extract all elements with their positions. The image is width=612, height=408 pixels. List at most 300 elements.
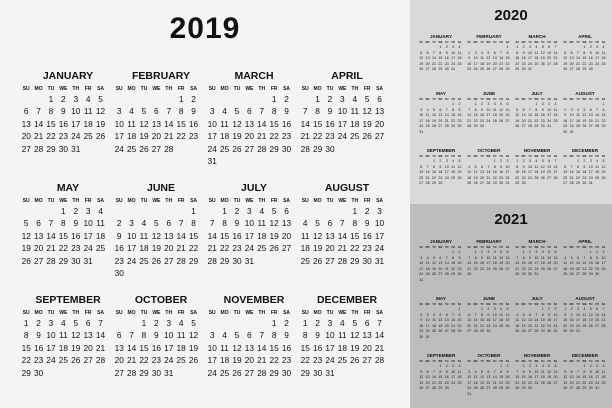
day-cell: 27 [425, 67, 430, 72]
day-cell: 8 [564, 312, 567, 317]
month-name: JUNE [482, 296, 496, 301]
day-cell: 28 [575, 67, 580, 72]
day-cell: 23 [527, 380, 532, 385]
weekday-label: TH [541, 303, 545, 306]
day-cell: 22 [582, 61, 587, 66]
day-cell: 18 [473, 380, 478, 385]
day-cell: 12 [188, 330, 199, 341]
day-cell: 7 [129, 330, 134, 341]
day-cell: 14 [473, 318, 478, 323]
day-grid [113, 318, 211, 380]
empty-day-cell [32, 94, 44, 106]
day-cell: 17 [595, 56, 600, 61]
day-grid [299, 206, 397, 268]
day-cell: 13 [563, 170, 568, 175]
day-grid [466, 250, 512, 278]
weekday-header [299, 196, 397, 206]
day-cell: 27 [164, 255, 174, 266]
empty-day-cell [113, 94, 125, 106]
weekday-label: TH [589, 360, 593, 363]
day-cell: 21 [95, 342, 106, 353]
weekday-label: WE [438, 155, 443, 158]
day-cell: 16 [438, 170, 443, 175]
day-cell: 26 [505, 323, 510, 328]
day-cell: 6 [596, 307, 599, 311]
day-cell: 29 [438, 386, 443, 391]
day-cell: 9 [364, 218, 370, 229]
weekday-label: FR [363, 198, 371, 204]
day-cell: 6 [445, 312, 448, 317]
day-cell: 24 [451, 380, 456, 385]
day-cell: 23 [444, 380, 449, 385]
day-cell: 2 [154, 318, 159, 328]
day-cell: 10 [588, 164, 593, 169]
weekday-label: SA [505, 360, 510, 363]
day-cell: 3 [426, 312, 429, 317]
day-cell: 2 [528, 364, 531, 368]
day-cell: 9 [589, 50, 592, 55]
weekday-label: MO [569, 303, 574, 306]
day-cell: 22 [540, 323, 545, 328]
day-cell: 25 [473, 386, 478, 391]
weekday-label: TH [541, 360, 545, 363]
weekday-label: SU [419, 155, 423, 158]
day-cell: 13 [244, 118, 254, 129]
day-cell: 1 [439, 364, 442, 368]
day-cell: 14 [575, 375, 580, 380]
day-cell: 26 [419, 67, 424, 72]
weekday-label: TU [528, 98, 532, 101]
day-cell: 4 [564, 255, 567, 260]
day-cell: 14 [176, 230, 186, 241]
day-cell: 4 [474, 369, 477, 374]
day-cell: 28 [492, 386, 497, 391]
day-cell: 4 [141, 218, 147, 229]
day-cell: 24 [588, 175, 593, 180]
day-cell: 20 [33, 243, 44, 254]
day-cell: 26 [521, 329, 526, 334]
month-name: MAY [436, 91, 446, 96]
day-cell: 7 [259, 330, 265, 341]
day-cell: 14 [337, 230, 347, 241]
day-cell: 12 [499, 107, 504, 112]
day-cell: 12 [350, 330, 360, 341]
day-cell: 17 [547, 113, 552, 118]
day-cell: 5 [234, 330, 240, 341]
day-cell: 1 [48, 94, 54, 104]
weekday-label: TU [576, 41, 580, 44]
day-cell: 20 [467, 323, 472, 328]
day-cell: 15 [515, 56, 520, 61]
day-cell: 30 [33, 367, 44, 378]
month-name: APRIL [578, 239, 592, 244]
day-cell: 17 [114, 131, 124, 142]
day-cell: 24 [374, 243, 385, 254]
day-cell: 28 [553, 61, 558, 66]
day-cell: 9 [439, 164, 442, 169]
day-cell: 9 [154, 330, 159, 341]
weekday-label: SU [419, 41, 423, 44]
day-cell: 25 [540, 380, 545, 385]
day-cell: 26 [71, 355, 81, 366]
empty-day-cell [138, 206, 150, 218]
day-cell: 3 [528, 45, 531, 49]
day-cell: 19 [588, 318, 593, 323]
day-cell: 9 [564, 113, 567, 118]
month-may-2020 [418, 90, 464, 136]
day-cell: 25 [540, 266, 545, 271]
day-cell: 6 [548, 159, 551, 163]
day-cell: 8 [500, 369, 503, 374]
weekday-label: TH [493, 360, 497, 363]
day-cell: 20 [425, 380, 430, 385]
day-cell: 8 [506, 50, 509, 55]
day-cell: 18 [219, 131, 230, 142]
day-cell: 1 [141, 318, 147, 328]
weekday-label: SU [301, 198, 309, 204]
day-grid [514, 159, 560, 187]
day-cell: 26 [431, 272, 436, 277]
day-cell: 22 [499, 380, 504, 385]
weekday-label: SU [563, 98, 567, 101]
day-cell: 15 [473, 113, 478, 118]
weekday-label: TH [165, 86, 173, 92]
day-cell: 20 [569, 61, 574, 66]
day-cell: 24 [71, 131, 81, 142]
day-cell: 21 [582, 266, 587, 271]
day-cell: 8 [535, 107, 538, 112]
weekday-label: SA [283, 86, 291, 92]
day-cell: 17 [451, 375, 456, 380]
day-cell: 11 [425, 113, 430, 118]
day-cell: 20 [244, 355, 254, 366]
day-cell: 19 [71, 342, 81, 353]
day-cell: 14 [257, 118, 267, 129]
day-cell: 16 [71, 230, 81, 241]
day-cell: 22 [350, 243, 360, 254]
day-cell: 30 [419, 334, 424, 339]
day-cell: 7 [209, 218, 215, 229]
day-cell: 14 [499, 56, 504, 61]
day-cell: 9 [541, 107, 544, 112]
day-cell: 22 [515, 175, 520, 180]
day-cell: 7 [596, 107, 599, 112]
day-cell: 17 [126, 243, 137, 254]
weekday-label: MO [34, 198, 43, 204]
day-cell: 27 [244, 367, 254, 378]
day-cell: 31 [244, 255, 254, 266]
day-cell: 25 [515, 329, 520, 334]
weekday-header [299, 84, 397, 94]
weekday-label: WE [338, 86, 347, 92]
day-cell: 21 [515, 380, 520, 385]
weekday-header [113, 196, 211, 206]
day-cell: 31 [505, 181, 510, 186]
day-cell: 7 [516, 369, 519, 374]
day-cell: 25 [431, 329, 436, 334]
day-cell: 8 [522, 255, 525, 260]
day-cell: 10 [534, 369, 539, 374]
day-cell: 25 [499, 323, 504, 328]
day-cell: 25 [58, 355, 68, 366]
day-cell: 12 [563, 375, 568, 380]
day-cell: 16 [563, 118, 568, 123]
month-march-2020 [514, 33, 560, 73]
day-cell: 31 [527, 67, 532, 72]
day-cell: 2 [480, 250, 483, 254]
day-cell: 5 [154, 218, 159, 229]
weekday-label: WE [438, 360, 443, 363]
day-cell: 10 [527, 164, 532, 169]
day-cell: 5 [271, 206, 277, 216]
weekday-label: FR [499, 41, 503, 44]
day-cell: 28 [467, 272, 472, 277]
day-cell: 19 [486, 61, 491, 66]
day-cell: 13 [575, 261, 580, 266]
day-cell: 30 [479, 124, 484, 129]
day-cell: 14 [575, 56, 580, 61]
day-cell: 2 [364, 206, 370, 216]
weekday-label: MO [425, 303, 430, 306]
day-cell: 29 [479, 329, 484, 334]
day-cell: 13 [595, 312, 600, 317]
month-name: JUNE [146, 182, 175, 194]
day-grid [113, 94, 211, 156]
day-cell: 19 [431, 118, 436, 123]
day-cell: 5 [432, 255, 435, 260]
day-cell: 20 [444, 323, 449, 328]
weekday-label: MO [473, 246, 478, 249]
day-cell: 1 [474, 250, 477, 254]
weekday-label: TU [576, 360, 580, 363]
day-cell: 16 [232, 230, 242, 241]
weekday-label: TU [432, 41, 436, 44]
weekday-label: MO [220, 86, 229, 92]
day-cell: 14 [553, 50, 558, 55]
day-cell: 14 [431, 56, 436, 61]
day-cell: 15 [438, 56, 443, 61]
day-cell: 17 [164, 342, 174, 353]
day-cell: 18 [515, 323, 520, 328]
weekday-label: TU [140, 310, 148, 316]
day-cell: 24 [451, 61, 456, 66]
day-cell: 25 [219, 143, 230, 154]
month-january-2020 [418, 33, 464, 73]
weekday-label: TH [258, 86, 266, 92]
weekday-label: FR [270, 310, 278, 316]
day-cell: 28 [553, 175, 558, 180]
day-cell: 17 [374, 230, 385, 241]
day-cell: 6 [589, 107, 592, 112]
weekday-label: TH [445, 41, 449, 44]
day-cell: 22 [451, 118, 456, 123]
day-cell: 14 [595, 113, 600, 118]
month-name: SEPTEMBER [426, 353, 456, 358]
day-cell: 17 [419, 266, 424, 271]
day-cell: 18 [534, 170, 539, 175]
day-cell: 3 [209, 106, 215, 117]
day-grid [514, 307, 560, 335]
day-cell: 1 [271, 318, 277, 328]
weekday-label: TU [233, 86, 241, 92]
month-name: OCTOBER [477, 353, 501, 358]
day-cell: 11 [350, 106, 360, 117]
day-cell: 4 [596, 159, 599, 163]
day-cell: 1 [352, 206, 358, 216]
day-cell: 8 [474, 107, 477, 112]
day-cell: 27 [486, 386, 491, 391]
month-name: JANUARY [429, 239, 453, 244]
day-cell: 19 [269, 230, 279, 241]
day-cell: 20 [325, 243, 335, 254]
day-cell: 5 [480, 369, 483, 374]
day-cell: 13 [492, 56, 497, 61]
day-cell: 22 [492, 175, 497, 180]
day-cell: 1 [23, 318, 29, 328]
weekday-label: MO [521, 360, 526, 363]
day-cell: 16 [33, 342, 44, 353]
month-name: APRIL [331, 70, 363, 82]
empty-day-cell [299, 206, 311, 218]
day-cell: 2 [61, 94, 66, 104]
day-cell: 2 [541, 102, 544, 106]
day-cell: 27 [362, 355, 372, 366]
weekday-label: MO [473, 98, 478, 101]
weekday-label: SA [457, 360, 462, 363]
day-cell: 31 [425, 334, 430, 339]
day-cell: 1 [564, 307, 567, 311]
day-cell: 15 [540, 318, 545, 323]
weekday-header [206, 196, 304, 206]
day-cell: 1 [583, 45, 586, 49]
day-cell: 14 [444, 113, 449, 118]
day-cell: 11 [534, 50, 539, 55]
day-cell: 23 [563, 124, 568, 129]
month-september-2021 [418, 352, 464, 392]
day-cell: 26 [438, 329, 443, 334]
weekday-label: FR [451, 98, 455, 101]
day-grid [20, 318, 118, 380]
weekday-label: MO [521, 303, 526, 306]
weekday-label: MO [569, 360, 574, 363]
day-cell: 25 [534, 61, 539, 66]
day-cell: 17 [473, 61, 478, 66]
day-cell: 9 [528, 255, 531, 260]
day-cell: 28 [515, 386, 520, 391]
day-cell: 19 [151, 243, 161, 254]
day-cell: 7 [474, 312, 477, 317]
day-cell: 1 [315, 94, 320, 104]
day-cell: 20 [83, 342, 93, 353]
day-cell: 30 [521, 181, 526, 186]
day-cell: 6 [487, 369, 490, 374]
weekday-label: MO [34, 310, 43, 316]
day-cell: 24 [486, 118, 491, 123]
day-cell: 21 [207, 243, 217, 254]
day-cell: 3 [506, 159, 509, 163]
weekday-label: TH [589, 303, 593, 306]
day-cell: 10 [207, 342, 217, 353]
day-cell: 16 [588, 56, 593, 61]
weekday-label: SA [601, 246, 606, 249]
day-cell: 10 [419, 113, 424, 118]
day-cell: 9 [487, 312, 490, 317]
day-cell: 29 [534, 124, 539, 129]
day-cell: 15 [46, 118, 56, 129]
weekday-label: TU [47, 310, 55, 316]
day-cell: 23 [457, 266, 462, 271]
day-cell: 16 [467, 61, 472, 66]
weekday-label: WE [486, 303, 491, 306]
day-cell: 12 [151, 230, 161, 241]
day-cell: 17 [601, 261, 606, 266]
day-cell: 21 [164, 131, 174, 142]
weekday-label: SA [553, 41, 558, 44]
weekday-label: TU [233, 198, 241, 204]
weekday-header [20, 308, 118, 318]
day-cell: 30 [521, 67, 526, 72]
weekday-label: TH [589, 41, 593, 44]
month-july-2021 [514, 295, 560, 335]
day-cell: 10 [473, 56, 478, 61]
weekday-label: SU [208, 86, 216, 92]
weekday-label: TU [47, 86, 55, 92]
day-cell: 15 [575, 170, 580, 175]
day-cell: 27 [569, 386, 574, 391]
day-cell: 10 [244, 218, 254, 229]
day-cell: 6 [570, 50, 573, 55]
weekday-label: FR [451, 155, 455, 158]
empty-day-cell [311, 206, 323, 218]
weekday-label: WE [582, 360, 587, 363]
day-cell: 9 [445, 50, 448, 55]
day-cell: 7 [426, 164, 429, 169]
day-cell: 28 [207, 255, 217, 266]
day-cell: 22 [139, 355, 149, 366]
day-cell: 20 [164, 243, 174, 254]
month-name: MARCH [234, 70, 274, 82]
day-cell: 4 [61, 318, 66, 328]
day-cell: 10 [126, 230, 137, 241]
day-cell: 13 [486, 375, 491, 380]
day-cell: 2 [500, 159, 503, 163]
weekday-label: TU [576, 303, 580, 306]
day-cell: 9 [284, 330, 289, 341]
day-cell: 8 [178, 106, 184, 117]
day-grid [562, 250, 608, 278]
empty-day-cell [175, 206, 187, 218]
empty-day-cell [32, 206, 44, 218]
month-name: SEPTEMBER [35, 294, 101, 306]
day-cell: 18 [467, 175, 472, 180]
weekday-label: SA [457, 246, 462, 249]
day-cell: 25 [95, 243, 106, 254]
day-cell: 2 [589, 364, 592, 368]
day-cell: 5 [432, 107, 435, 112]
day-grid [20, 94, 118, 156]
day-cell: 14 [451, 318, 456, 323]
day-cell: 28 [515, 272, 520, 277]
day-cell: 13 [164, 230, 174, 241]
weekday-label: SU [515, 303, 519, 306]
day-cell: 20 [374, 118, 385, 129]
weekday-label: SA [601, 303, 606, 306]
day-cell: 31 [451, 67, 456, 72]
day-cell: 16 [444, 56, 449, 61]
month-september-2020 [418, 147, 464, 187]
day-cell: 17 [553, 318, 558, 323]
day-cell: 4 [535, 159, 538, 163]
